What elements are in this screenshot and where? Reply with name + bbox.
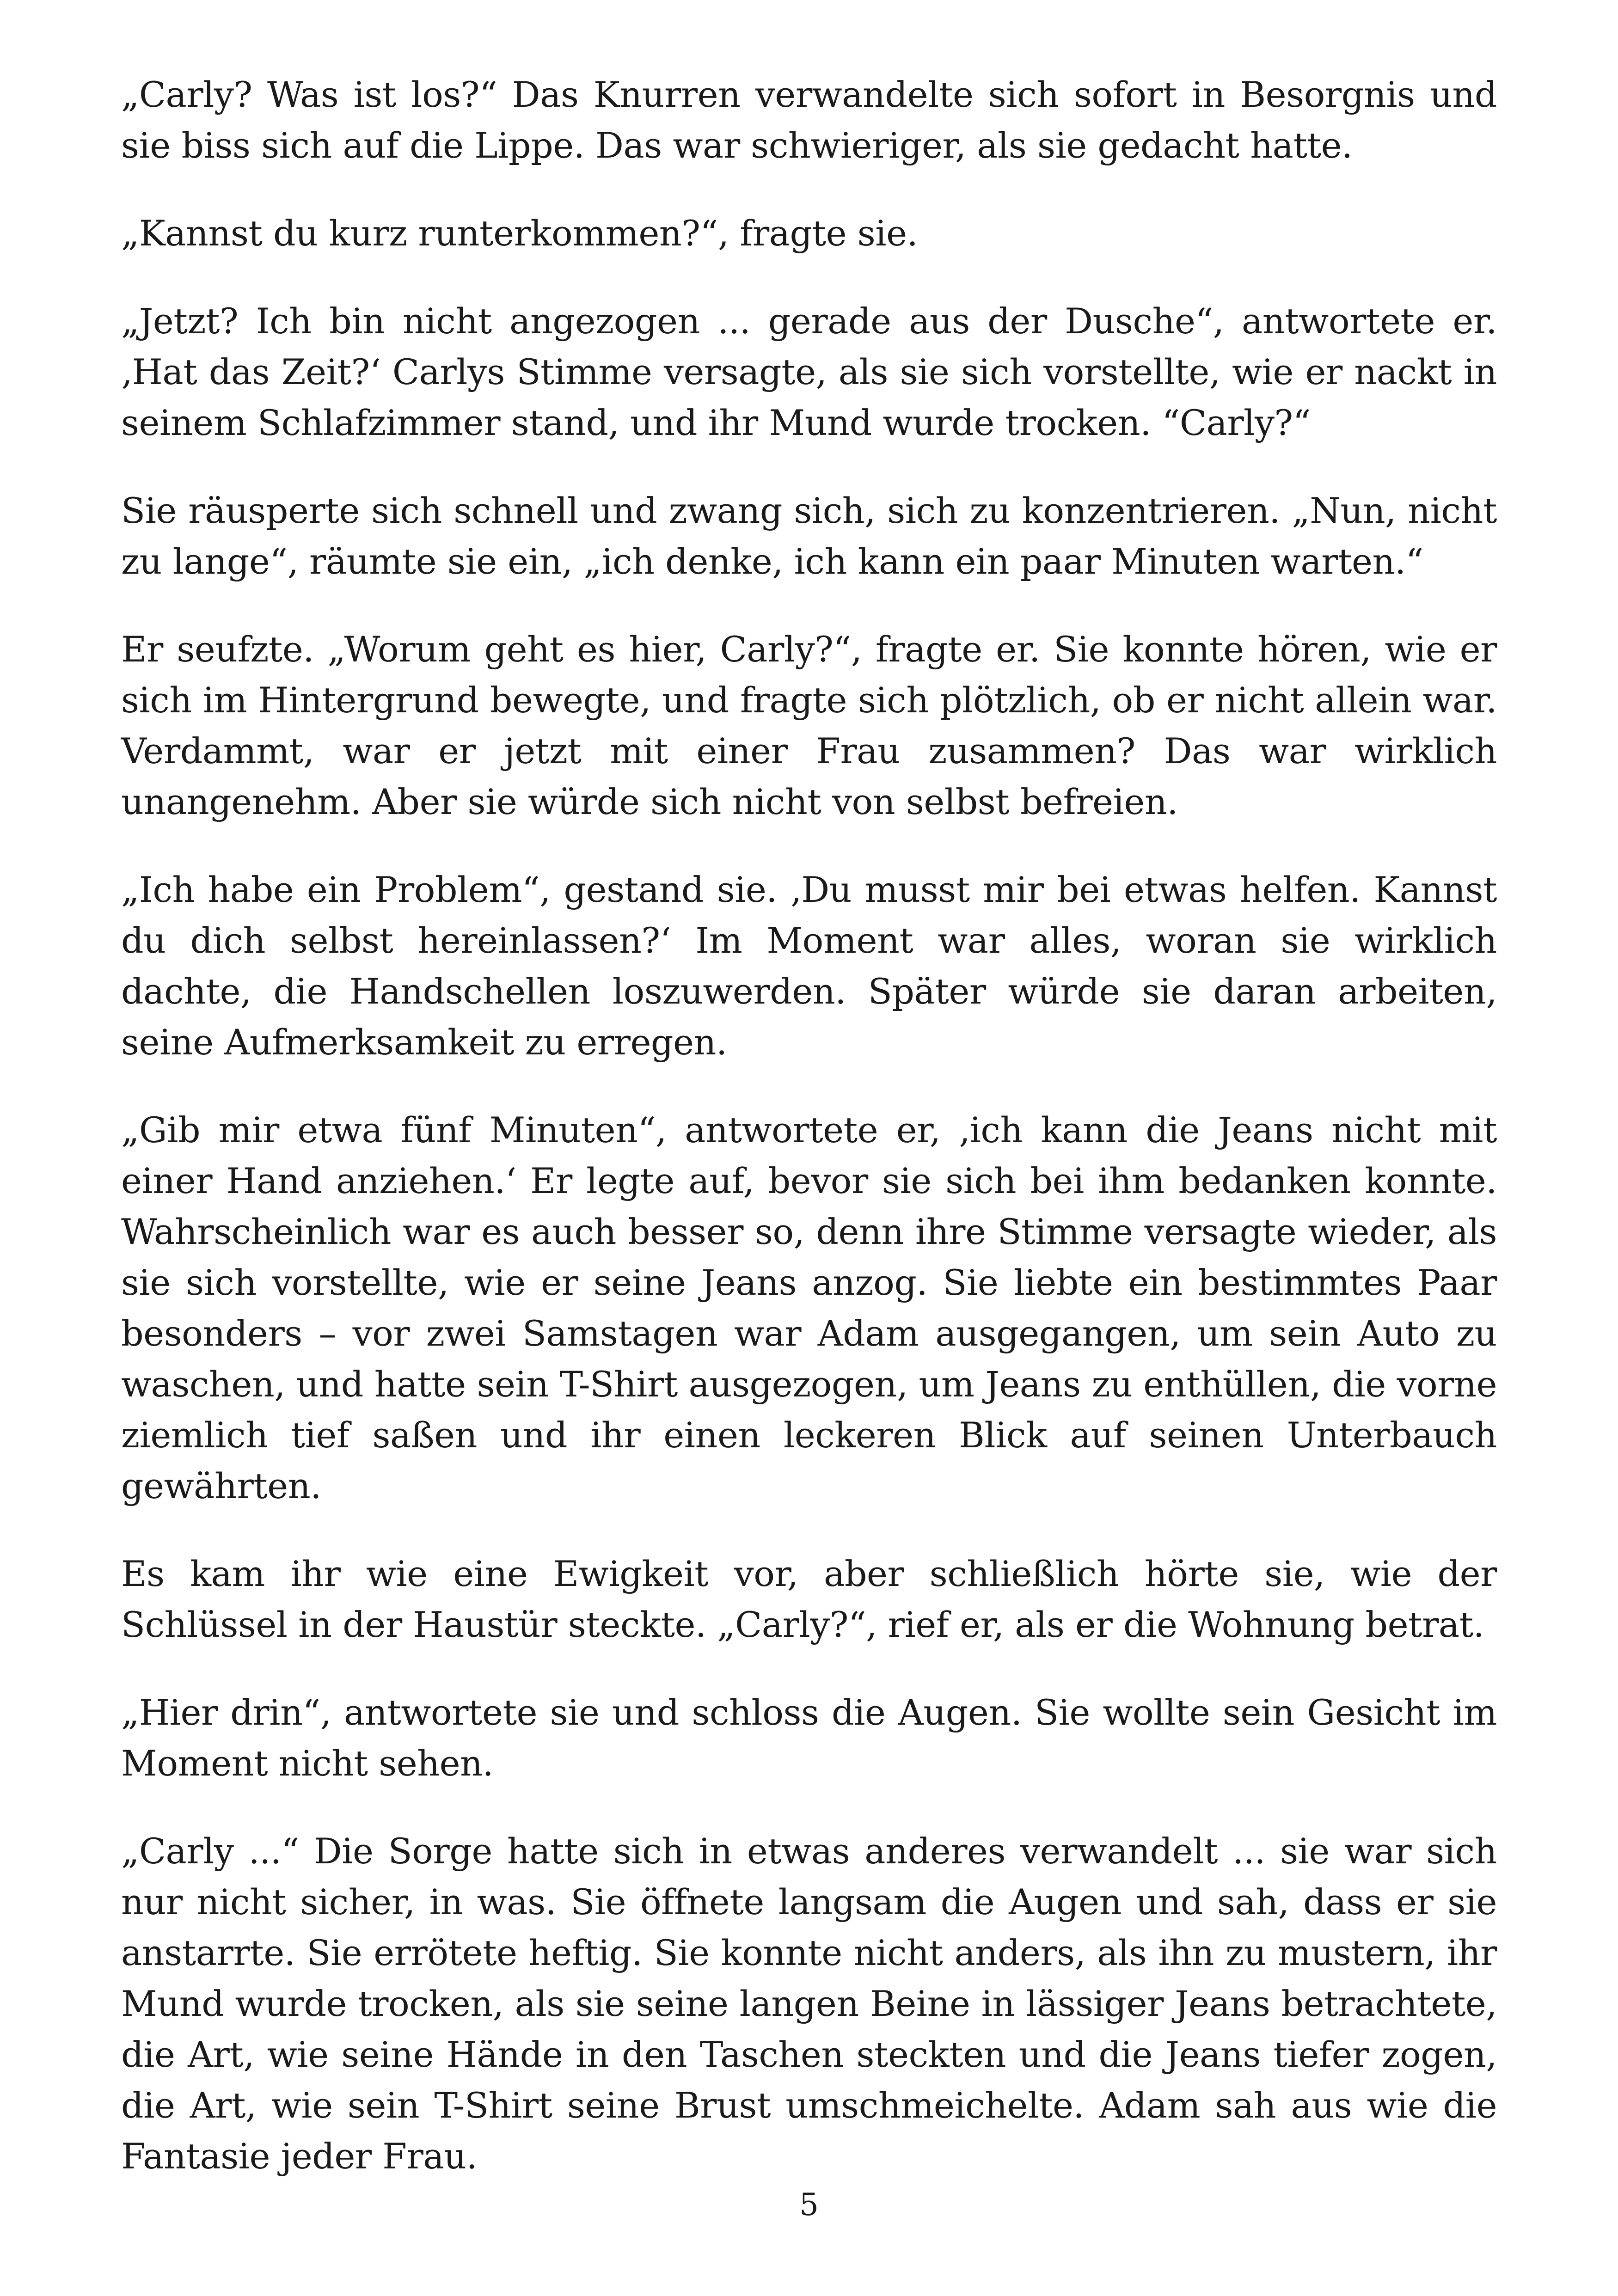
body-text: [121, 69, 1497, 2219]
paragraph-6: „Ich habe ein Problem“, gestand sie. ‚Du musst mir bei etwas helfen. Kannst du dich selbst hereinlassen?‘ Im Moment war alles, woran sie wirklich dachte, die Handschellen loszuwerden. Später würde sie daran arbeiten, seine Aufmerksamkeit zu erregen.: [121, 869, 1497, 1063]
page-number: 5: [799, 2187, 819, 2223]
paragraph-3: „Jetzt? Ich bin nicht angezogen ... gerade aus der Dusche“, antwortete er. ‚Hat das Zeit?‘ Carlys Stimme versagte, als sie sich vorstellte, wie er nackt in seinem Schlafzimmer stand, und ihr Mund wurde trocken. “Carly?“: [121, 300, 1497, 443]
paragraph-1: „Carly? Was ist los?“ Das Knurren verwandelte sich sofort in Besorgnis und sie biss sich auf die Lippe. Das war schwieriger, als sie gedacht hatte.: [121, 74, 1497, 166]
paragraph-9: „Hier drin“, antwortete sie und schloss die Augen. Sie wollte sein Gesicht im Moment nicht sehen.: [121, 1692, 1497, 1784]
paragraph-8: Es kam ihr wie eine Ewigkeit vor, aber schließlich hörte sie, wie der Schlüssel in der Haustür steckte. „Carly?“, rief er, als er die Wohnung betrat.: [121, 1553, 1497, 1645]
paragraph-5: Er seufzte. „Worum geht es hier, Carly?“, fragte er. Sie konnte hören, wie er sich im Hintergrund bewegte, und fragte sich plötzlich, ob er nicht allein war. Verdammt, war er jetzt mit einer Frau zusammen? Das war wirklich unangenehm. Aber sie würde sich nicht von selbst befreien.: [121, 629, 1497, 822]
paragraph-7: „Gib mir etwa fünf Minuten“, antwortete er, ‚ich kann die Jeans nicht mit einer Hand anziehen.‘ Er legte auf, bevor sie sich bei ihm bedanken konnte. Wahrscheinlich war es auch besser so, denn ihre Stimme versagte wieder, als sie sich vorstellte, wie er seine Jeans anzog. Sie liebte ein bestimmtes Paar besonders – vor zwei Samstagen war Adam ausgegangen, um sein Auto zu waschen, und hatte sein T-Shirt ausgezogen, um Jeans zu enthüllen, die vorne ziemlich tief saßen und ihr einen leckeren Blick auf seinen Unterbauch gewährten.: [121, 1109, 1497, 1506]
paragraph-10: „Carly ...“ Die Sorge hatte sich in etwas anderes verwandelt ... sie war sich nur nicht sicher, in was. Sie öffnete langsam die Augen und sah, dass er sie anstarrte. Sie errötete heftig. Sie konnte nicht anders, als ihn zu mustern, ihr Mund wurde trocken, als sie seine langen Beine in lässiger Jeans betrachtete, die Art, wie seine Hände in den Taschen steckten und die Jeans tiefer zogen, die Art, wie sein T-Shirt seine Brust umschmeichelte. Adam sah aus wie die Fantasie jeder Frau.: [121, 1831, 1497, 2177]
paragraph-4: Sie räusperte sich schnell und zwang sich, sich zu konzentrieren. „Nun, nicht zu lange“, räumte sie ein, „ich denke, ich kann ein paar Minuten warten.“: [121, 490, 1497, 582]
paragraph-2: „Kannst du kurz runterkommen?“, fragte sie.: [121, 213, 918, 254]
